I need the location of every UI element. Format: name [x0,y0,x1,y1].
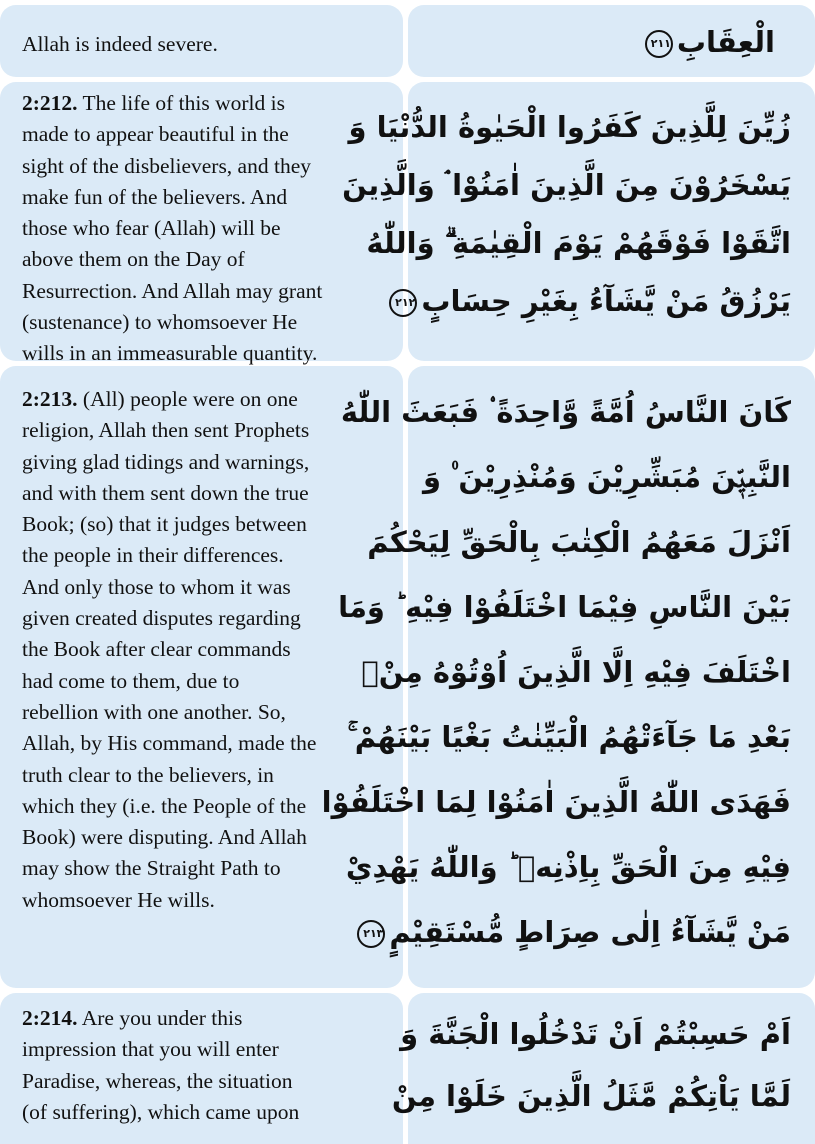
ayah-marker-211: ٢١١ [645,30,673,58]
translation-text-212: 2:212. The life of this world is made to appear beautiful in the sight of the disbelievers, and they make fun of the believers. And those who fear (Allah) will be above them on the Day of Resurrection. And Allah may grant (sustenance) to whomsoever He wills in an immeasurable quantity. [22,91,323,366]
arabic-text-211: الْعِقَابِ٢١١ [619,25,815,59]
translation-text-213: 2:213. (All) people were on one religion, Allah then sent Prophets giving glad tidings and warnings, and with them sent down the true Book; (so) that it judges between the people in their differences. And only those to whom it was given created disputes regarding the Book after clear commands had come to them, due to rebellion with one another. So, Allah, by His command, made the truth clear to the believers, in which they (i.e. the People of the Book) were disputing. And Allah may show the Straight Path to whomsoever He wills. [22,387,317,912]
verse-ref-212: 2:212. [22,91,78,115]
translation-card-211 [0,5,403,77]
arabic-card-214 [391,993,815,1144]
verse-ref-213: 2:213. [22,387,78,411]
arabic-card-212 [342,82,815,361]
arabic-card-213 [321,366,815,988]
arabic-text-214: اَمْ حَسِبْتُمْ اَنْ تَدْخُلُوا الْجَنَّةَ وَ لَمَّا يَاْتِكُمْ مَّثَلُ الَّذِينَ خَلَوْا مِنْ [391,1017,791,1113]
arabic-card-211 [408,5,815,77]
verse-ref-214: 2:214. [22,1006,78,1030]
translation-text-214: 2:214. Are you under this impression that you will enter Paradise, whereas, the situation (of suffering), which came upon [22,1006,300,1124]
ayah-marker-213: ٢١٣ [357,920,385,948]
ayah-marker-212: ٢١٢ [389,289,417,317]
translation-text-211: Allah is indeed severe. [22,32,218,56]
arabic-text-212: زُيِّنَ لِلَّذِينَ كَفَرُوا الْحَيٰوةُ الدُّنْيَا وَ يَسْخَرُوْنَ مِنَ الَّذِينَ اٰمَنُوْا ۘ وَالَّذِينَ اتَّقَوْا فَوْقَهُمْ يَوْمَ الْقِيٰمَةِ ۗ وَاللّٰهُ يَرْزُقُ مَنْ يَّشَآءُ بِغَيْرِ حِسَابٍ٢١٢ [342,110,791,318]
translation-card-214 [0,993,403,1144]
arabic-text-213: كَانَ النَّاسُ اُمَّةً وَّاحِدَةً ۟ فَبَعَثَ اللّٰهُ النَّبِيّٖنَ مُبَشِّرِيْنَ وَمُنْذِرِيْنَ ۠ وَ اَنْزَلَ مَعَهُمُ الْكِتٰبَ بِالْحَقِّ لِيَحْكُمَ بَيْنَ النَّاسِ فِيْمَا اخْتَلَفُوْا فِيْهِ ؕ وَمَا اخْتَلَفَ فِيْهِ اِلَّا الَّذِينَ اُوْتُوْهُ مِنْۢ بَعْدِ مَا جَآءَتْهُمُ الْبَيِّنٰتُ بَغْيًا بَيْنَهُمْ ۚ فَهَدَى اللّٰهُ الَّذِينَ اٰمَنُوْا لِمَا اخْتَلَفُوْا فِيْهِ مِنَ الْحَقِّ بِاِذْنِهٖ ؕ وَاللّٰهُ يَهْدِيْ مَنْ يَّشَآءُ اِلٰى صِرَاطٍ مُّسْتَقِيْمٍ٢١٣ [321,395,791,949]
translation-card-212 [0,82,403,366]
translation-card-213 [0,366,403,988]
